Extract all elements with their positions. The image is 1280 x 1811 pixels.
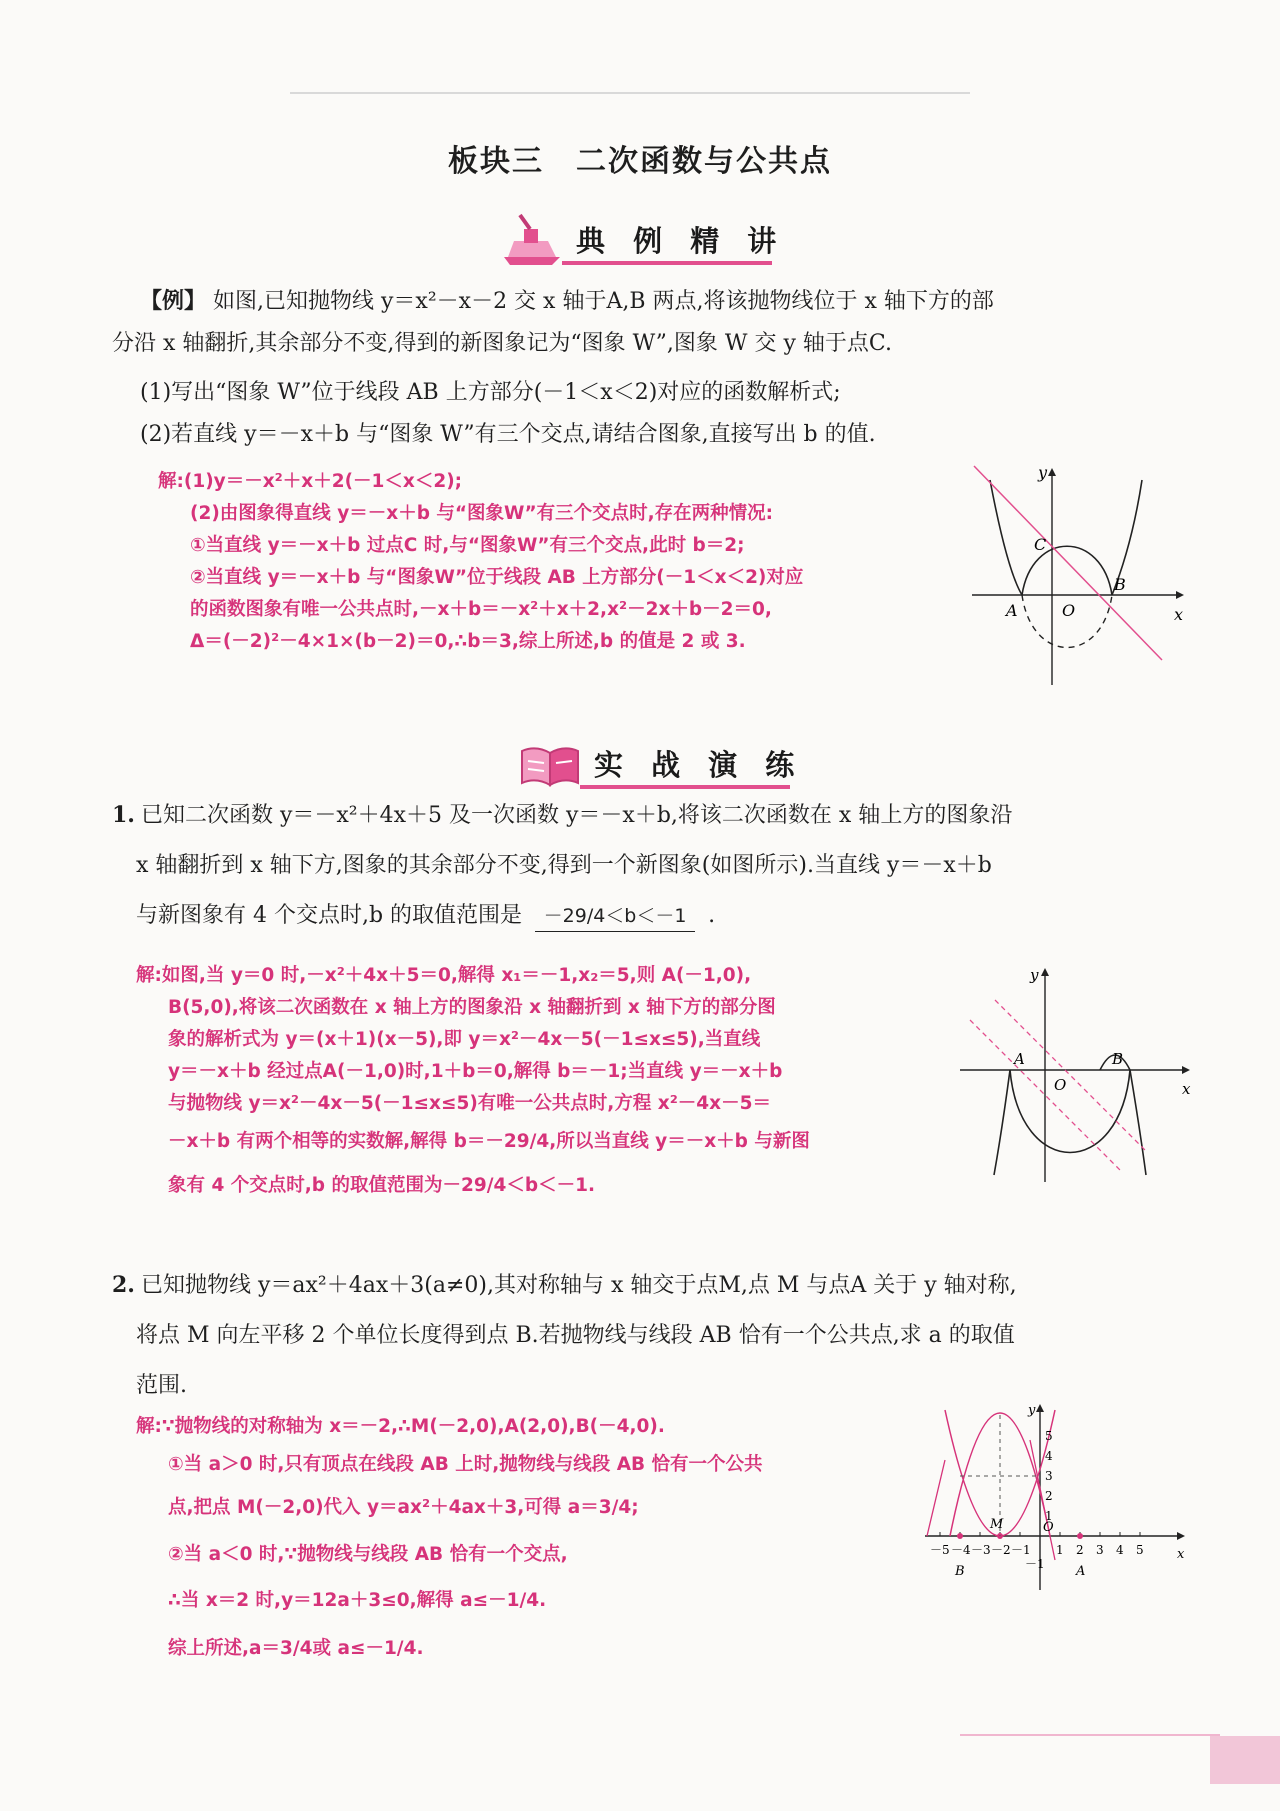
- open-book-icon: [518, 737, 582, 791]
- problem-2-graph: [915, 1400, 1195, 1600]
- problem-2: [112, 1260, 1192, 1411]
- x-tick-label: 4: [1116, 1543, 1124, 1557]
- y-tick-label: 4: [1045, 1449, 1053, 1463]
- problem-number: 2.: [112, 1272, 135, 1298]
- solution-line: ①当 a＞0 时,只有顶点在线段 AB 上时,抛物线与线段 AB 恰有一个公共: [168, 1454, 763, 1475]
- example-stem: [112, 280, 1210, 365]
- y-tick-label: 2: [1045, 1489, 1053, 1503]
- graph-label-A: A: [1014, 1050, 1025, 1068]
- solution-line: ∴当 x＝2 时,y＝12a＋3≤0,解得 a≤－1/4.: [168, 1590, 547, 1611]
- x-tick-label: －1: [1011, 1543, 1031, 1557]
- solution-line: 解:(1)y＝－x²＋x＋2(－1＜x＜2);: [158, 471, 463, 492]
- graph-label-y: y: [1038, 463, 1048, 482]
- problem-text: x 轴翻折到 x 轴下方,图象的其余部分不变,得到一个新图象(如图所示).当直线 y＝－x＋b: [136, 853, 992, 878]
- example-q2: (2)若直线 y＝－x＋b 与“图象 W”有三个交点,请结合图象,直接写出 b 的值.: [140, 422, 876, 447]
- x-tick-label: －2: [991, 1543, 1011, 1557]
- graph-label-O: O: [1062, 601, 1076, 620]
- top-divider: [290, 92, 970, 94]
- x-tick-label: 2: [1076, 1543, 1084, 1557]
- example-q1: (1)写出“图象 W”位于线段 AB 上方部分(－1＜x＜2)对应的函数解析式;: [140, 380, 841, 405]
- problem-text: 将点 M 向左平移 2 个单位长度得到点 B.若抛物线与线段 AB 恰有一个公共点,求 a 的取值: [136, 1323, 1015, 1348]
- solution-line: ②当直线 y＝－x＋b 与“图象W”位于线段 AB 上方部分(－1＜x＜2)对应: [190, 567, 804, 588]
- problem-1: 1. 已知二次函数 y＝－x²＋4x＋5 及一次函数 y＝－x＋b,将该二次函数在 x 轴上方的图象沿 x 轴翻折到 x 轴下方,图象的其余部分不变,得到一个新图象(如图所示).当直线 y＝－x＋b 与新图象有 4 个交点时,b 的取值范围是 －29/4＜b＜－1 .: [112, 790, 1192, 941]
- section-practice-header: [518, 737, 818, 791]
- graph-label-x: x: [1174, 605, 1184, 624]
- graph-label-M: M: [990, 1517, 1004, 1532]
- page-title: 板块三 二次函数与公共点: [448, 144, 832, 179]
- problem-number: 1.: [112, 802, 135, 828]
- graph-label-A: A: [1006, 601, 1018, 620]
- graph-label-C: C: [1034, 535, 1047, 554]
- problem-2-solution: [136, 1408, 916, 1674]
- solution-line: 象的解析式为 y＝(x＋1)(x－5),即 y＝x²－4x－5(－1≤x≤5),当直线: [168, 1029, 761, 1050]
- y-tick-label: －1: [1025, 1557, 1045, 1571]
- section-underline: [562, 261, 772, 265]
- graph-label-y: y: [1030, 966, 1039, 984]
- solution-line: 的函数图象有唯一公共点时,－x＋b＝－x²＋x＋2,x²－2x＋b－2＝0,: [190, 599, 772, 620]
- graph-label-B: B: [1112, 1050, 1124, 1068]
- footer-divider: [960, 1734, 1220, 1736]
- solution-line: 综上所述,a＝3/4或 a≤－1/4.: [168, 1638, 424, 1659]
- solution-line: y＝－x＋b 经过点A(－1,0)时,1＋b＝0,解得 b＝－1;当直线 y＝－x＋b: [168, 1061, 783, 1082]
- section-example-title: 典 例 精 讲: [576, 224, 786, 258]
- problem-1-graph: [950, 960, 1200, 1190]
- graph-label-O: O: [1054, 1076, 1067, 1094]
- graph-label-x: x: [1177, 1547, 1185, 1562]
- x-tick-label: 5: [1136, 1543, 1144, 1557]
- section-practice-title: 实 战 演 练: [594, 748, 804, 782]
- example-solution: [158, 466, 938, 658]
- x-tick-label: 1: [1056, 1543, 1064, 1557]
- problem-text: 与新图象有 4 个交点时,b 的取值范围是: [136, 903, 523, 928]
- x-tick-label: －5: [930, 1543, 950, 1557]
- graph-label-O: O: [1043, 1520, 1054, 1535]
- y-tick-label: 5: [1045, 1429, 1053, 1443]
- problem-text: 已知抛物线 y＝ax²＋4ax＋3(a≠0),其对称轴与 x 轴交于点M,点 M 与点A 关于 y 轴对称,: [140, 1273, 1017, 1298]
- graph-label-B: B: [955, 1564, 965, 1579]
- graph-label-y: y: [1028, 1403, 1036, 1418]
- problem-text: 范围.: [136, 1373, 187, 1398]
- solution-line: 解:如图,当 y＝0 时,－x²＋4x＋5＝0,解得 x₁＝－1,x₂＝5,则 A(－1,0),: [136, 965, 752, 986]
- example-graph: [962, 460, 1192, 690]
- example-label: 【例】: [140, 288, 207, 314]
- solution-line: 点,把点 M(－2,0)代入 y＝ax²＋4ax＋3,可得 a＝3/4;: [168, 1497, 639, 1518]
- section-example-header: [500, 213, 800, 267]
- answer-blank: －29/4＜b＜－1: [535, 901, 695, 932]
- solution-line: ①当直线 y＝－x＋b 过点C 时,与“图象W”有三个交点,此时 b＝2;: [190, 535, 745, 556]
- page-corner-tab: [1210, 1736, 1280, 1784]
- graph-label-x: x: [1182, 1080, 1191, 1098]
- graph-label-B: B: [1114, 575, 1126, 594]
- y-tick-label: 1: [1045, 1509, 1053, 1523]
- example-stem-line2: 分沿 x 轴翻折,其余部分不变,得到的新图象记为“图象 W”,图象 W 交 y 轴于点C.: [112, 331, 892, 356]
- graph-label-A: A: [1076, 1564, 1086, 1579]
- solution-line: Δ＝(－2)²－4×1×(b－2)＝0,∴b＝3,综上所述,b 的值是 2 或 3.: [190, 631, 746, 652]
- solution-line: ②当 a＜0 时,∵抛物线与线段 AB 恰有一个交点,: [168, 1544, 568, 1565]
- solution-line: －x＋b 有两个相等的实数解,解得 b＝－29/4,所以当直线 y＝－x＋b 与新图: [168, 1131, 810, 1152]
- example-stem-line1: 【例】 如图,已知抛物线 y＝x²－x－2 交 x 轴于A,B 两点,将该抛物线位于 x 轴下方的部: [140, 288, 994, 314]
- x-tick-label: 3: [1096, 1543, 1104, 1557]
- problem-text: 已知二次函数 y＝－x²＋4x＋5 及一次函数 y＝－x＋b,将该二次函数在 x 轴上方的图象沿: [140, 803, 1013, 828]
- section-underline: [580, 785, 790, 789]
- solution-line: B(5,0),将该二次函数在 x 轴上方的图象沿 x 轴翻折到 x 轴下方的部分图: [168, 997, 776, 1018]
- pen-stand-icon: [500, 213, 564, 267]
- solution-line: 象有 4 个交点时,b 的取值范围为－29/4＜b＜－1.: [168, 1175, 595, 1196]
- x-tick-label: －4: [951, 1543, 971, 1557]
- problem-1-solution: [136, 960, 916, 1208]
- y-tick-label: 3: [1045, 1469, 1053, 1483]
- solution-line: 解:∵抛物线的对称轴为 x＝－2,∴M(－2,0),A(2,0),B(－4,0).: [136, 1416, 665, 1437]
- solution-line: 与抛物线 y＝x²－4x－5(－1≤x≤5)有唯一公共点时,方程 x²－4x－5＝: [168, 1093, 771, 1114]
- x-tick-label: －3: [971, 1543, 991, 1557]
- solution-line: (2)由图象得直线 y＝－x＋b 与“图象W”有三个交点时,存在两种情况:: [190, 503, 774, 524]
